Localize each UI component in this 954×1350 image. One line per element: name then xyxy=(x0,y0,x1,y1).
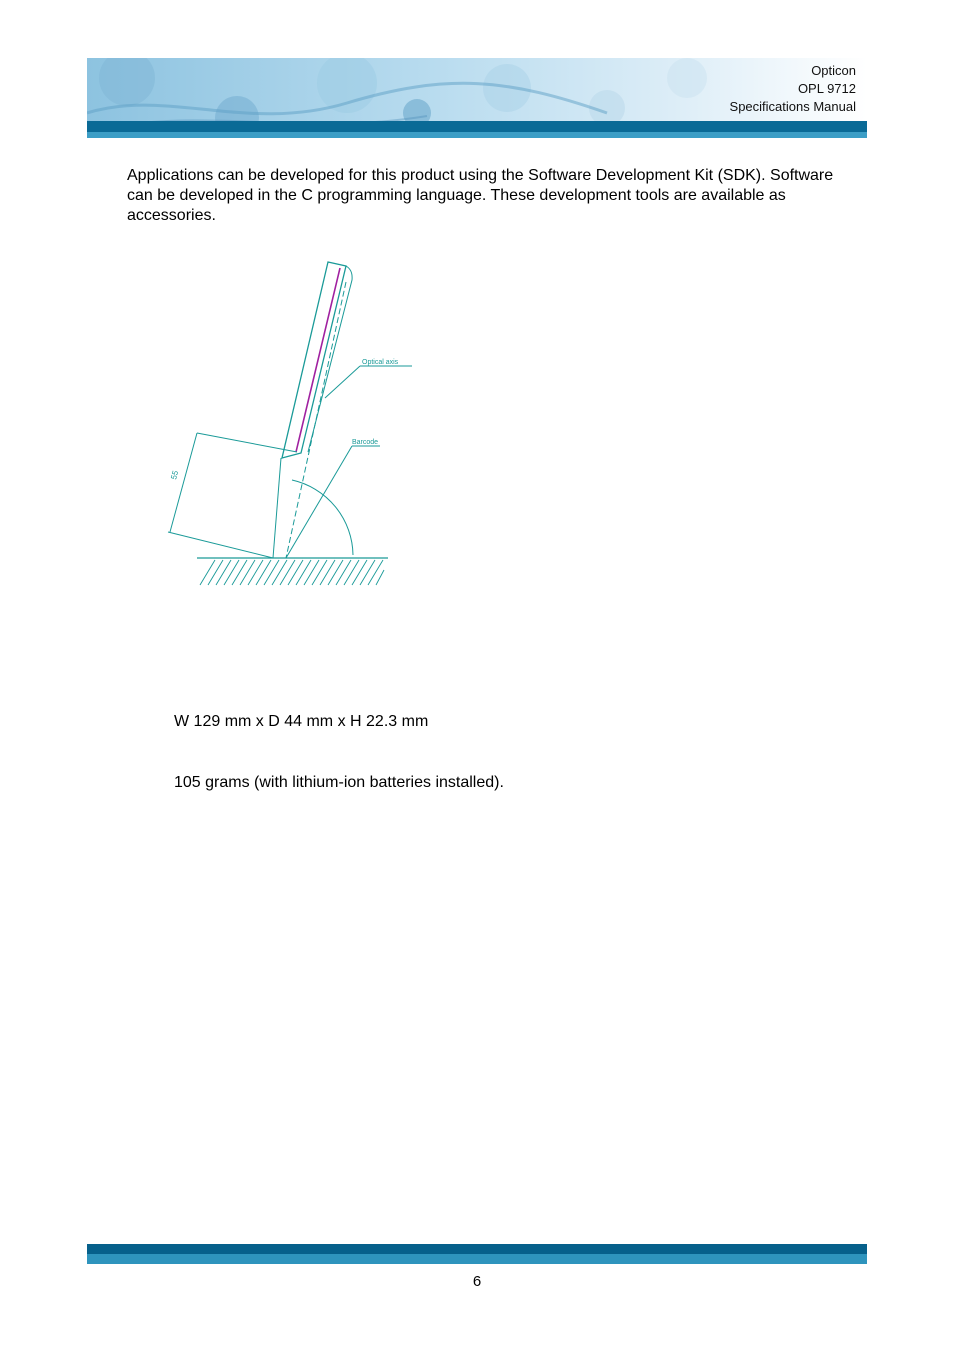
angle-arc xyxy=(292,480,353,555)
header-product: OPL 9712 xyxy=(797,81,856,96)
footer-bar-accent xyxy=(87,1254,867,1264)
page-number: 6 xyxy=(472,1273,482,1290)
surface-hatching xyxy=(200,560,384,585)
dimension-line-device xyxy=(273,458,281,558)
intro-paragraph: Applications can be developed for this product using the Software Development Kit (SDK). Software can be developed in the C programming language. These development tools are available as accessories. xyxy=(127,167,834,224)
header-company: Opticon xyxy=(811,63,856,78)
optical-axis-leader xyxy=(325,366,360,398)
footer-bar xyxy=(87,1244,867,1254)
scanning-angle-diagram xyxy=(140,240,425,595)
dimension-extension-top xyxy=(197,433,297,452)
barcode-leader xyxy=(286,446,352,558)
device-accent-line xyxy=(296,268,340,452)
dimension-extension-bottom xyxy=(168,532,273,558)
header-banner xyxy=(87,58,867,138)
spec-dimensions: W 129 mm x D 44 mm x H 22.3 mm xyxy=(174,713,429,730)
barcode-label: Barcode xyxy=(352,439,379,446)
header-text xyxy=(730,62,856,116)
header-document-title: Specifications Manual xyxy=(729,99,856,114)
optical-axis-label: Optical axis xyxy=(362,359,399,366)
spec-weight: 105 grams (with lithium-ion batteries installed). xyxy=(174,774,504,791)
dimension-label: 55 xyxy=(169,469,181,481)
dimension-line xyxy=(170,433,197,532)
